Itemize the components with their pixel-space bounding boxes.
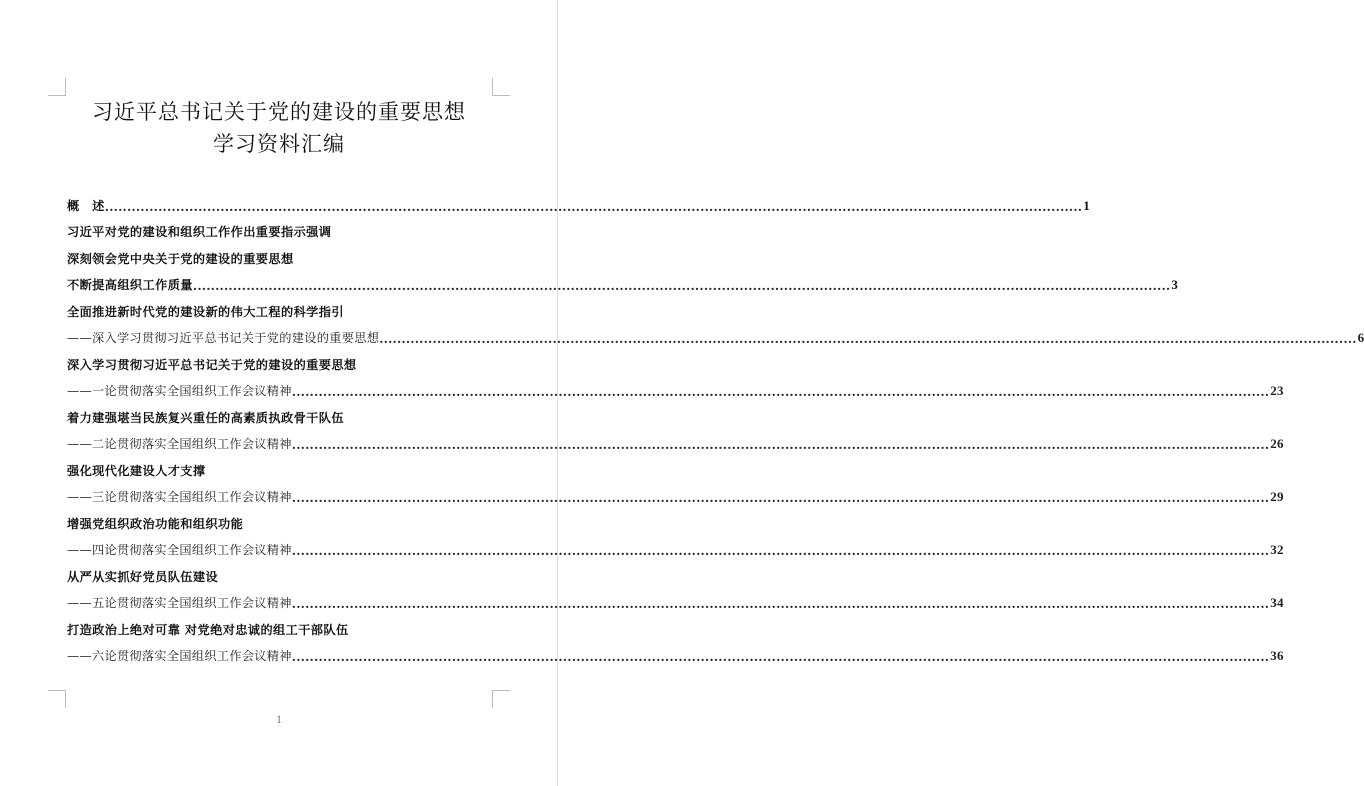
toc-entry[interactable] <box>67 481 1284 508</box>
toc-entry[interactable] <box>67 375 1284 402</box>
toc-entry-text: ——深入学习贯彻习近平总书记关于党的建设的重要思想 <box>67 331 380 345</box>
toc-entry[interactable] <box>67 560 492 587</box>
toc-entry-text: ——三论贯彻落实全国组织工作会议精神 <box>67 490 292 504</box>
toc-page-number: 23 <box>1270 383 1284 398</box>
toc-entry-text: 强化现代化建设人才支撑 <box>67 463 206 478</box>
toc-entry[interactable] <box>67 534 1284 561</box>
toc-entry[interactable] <box>67 587 1284 614</box>
crop-mark-bottom-right <box>492 690 510 708</box>
toc-entry-text: 概 述 <box>67 198 105 213</box>
toc-entry[interactable] <box>67 242 492 269</box>
toc-page-number: 26 <box>1270 436 1284 451</box>
crop-mark-top-right <box>492 78 510 96</box>
toc-entry-text: 不断提高组织工作质量 <box>67 278 193 292</box>
toc-entry-text: ——一论贯彻落实全国组织工作会议精神 <box>67 384 292 398</box>
toc-dot-leader: ............................................................................................................................................................................................................................ <box>291 597 1270 611</box>
toc-page-number: 34 <box>1270 595 1284 610</box>
toc-entry[interactable] <box>67 454 492 481</box>
toc-entry-text: 从严从实抓好党员队伍建设 <box>67 569 219 584</box>
toc-entry-text: ——四论贯彻落实全国组织工作会议精神 <box>67 543 292 557</box>
toc-entry[interactable] <box>67 295 492 322</box>
toc-entry[interactable] <box>67 269 1179 296</box>
toc-dot-leader: ............................................................................................................................................................................................................................ <box>379 332 1357 346</box>
toc-entry-text: 着力建强堪当民族复兴重任的高素质执政骨干队伍 <box>67 410 344 425</box>
toc-entry-text: ——五论贯彻落实全国组织工作会议精神 <box>67 596 292 610</box>
toc-dot-leader: ............................................................................................................................................................................................................................ <box>104 199 1083 214</box>
toc-entry[interactable] <box>67 322 1364 349</box>
toc-entry-text: 习近平对党的建设和组织工作作出重要指示强调 <box>67 225 332 239</box>
toc-dot-leader: ............................................................................................................................................................................................................................ <box>291 491 1270 505</box>
toc-entry[interactable] <box>67 640 1284 667</box>
toc-dot-leader: ............................................................................................................................................................................................................................ <box>291 650 1270 664</box>
toc-entry[interactable] <box>67 189 1091 216</box>
document-title-line-2: 学习资料汇编 <box>213 132 345 156</box>
toc-entry[interactable] <box>67 348 492 375</box>
toc-page-number: 1 <box>1083 197 1091 213</box>
page-number: 1 <box>276 712 282 726</box>
toc-entry[interactable] <box>67 507 492 534</box>
table-of-contents <box>67 189 1364 666</box>
toc-page-number: 29 <box>1270 489 1284 504</box>
toc-dot-leader: ............................................................................................................................................................................................................................ <box>291 438 1270 452</box>
toc-entry[interactable] <box>67 613 492 640</box>
toc-entry-text: 增强党组织政治功能和组织功能 <box>67 516 244 531</box>
toc-page-number: 6 <box>1357 330 1364 345</box>
toc-entry-text: 深入学习贯彻习近平总书记关于党的建设的重要思想 <box>67 357 357 372</box>
document-title-line-1: 习近平总书记关于党的建设的重要思想 <box>92 100 466 124</box>
toc-entry-text: 打造政治上绝对可靠 对党绝对忠诚的组工干部队伍 <box>67 622 349 637</box>
crop-mark-top-left <box>48 78 66 96</box>
toc-entry-text: 深刻领会党中央关于党的建设的重要思想 <box>67 251 294 266</box>
toc-entry-text: ——二论贯彻落实全国组织工作会议精神 <box>67 437 292 451</box>
toc-entry[interactable] <box>67 428 1284 455</box>
toc-entry-text: 全面推进新时代党的建设新的伟大工程的科学指引 <box>67 304 344 319</box>
toc-entry-text: ——六论贯彻落实全国组织工作会议精神 <box>67 649 292 663</box>
toc-dot-leader: ............................................................................................................................................................................................................................ <box>291 385 1270 399</box>
toc-page-number: 32 <box>1270 542 1284 557</box>
toc-dot-leader: ............................................................................................................................................................................................................................ <box>192 279 1171 293</box>
toc-entry[interactable] <box>67 401 492 428</box>
toc-entry[interactable] <box>67 216 492 243</box>
crop-mark-bottom-left <box>48 690 66 708</box>
toc-dot-leader: ............................................................................................................................................................................................................................ <box>291 544 1270 558</box>
toc-page-number: 3 <box>1171 277 1179 292</box>
toc-page-number: 36 <box>1270 648 1284 663</box>
